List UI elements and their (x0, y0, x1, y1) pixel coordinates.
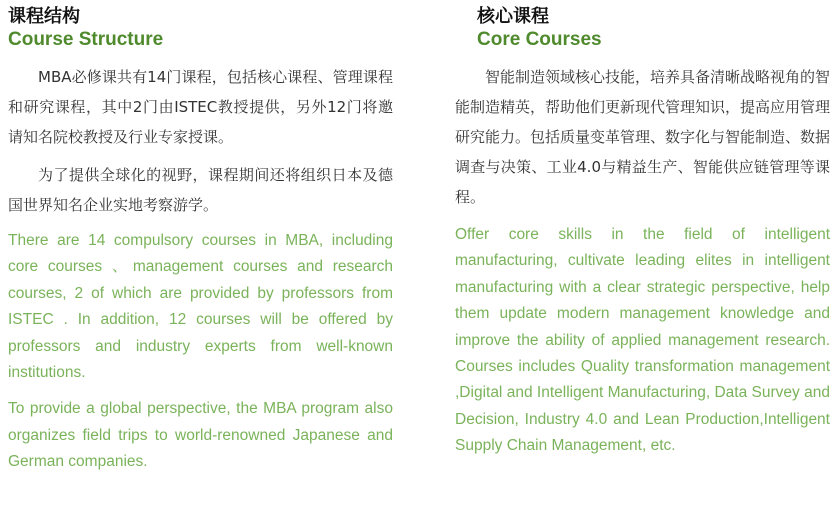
core-courses-section (455, 6, 830, 460)
core-courses-title-cn: 核心课程 (477, 6, 549, 27)
structure-cn-paragraph-2: 为了提供全球化的视野，课程期间还将组织日本及德国世界知名企业实地考察游学。 (8, 166, 393, 214)
core-courses-title-en: Core Courses (477, 29, 602, 50)
course-structure-title-en: Course Structure (8, 29, 164, 50)
course-structure-title-cn: 课程结构 (8, 6, 80, 27)
core-courses-heading (477, 6, 830, 52)
structure-en-paragraph-1: There are 14 compulsory courses in MBA, including core courses 、management courses and research courses, 2 of which are provided by professors from ISTEC . In addition, 12 courses will be offered by professors and industry experts from well-known institutions. (8, 232, 393, 382)
structure-cn-paragraph-1: MBA必修课共有14门课程，包括核心课程、管理课程和研究课程，其中2门由ISTEC教授提供，另外12门将邀请知名院校教授及行业专家授课。 (8, 68, 393, 146)
course-structure-section (8, 6, 393, 476)
structure-en-paragraph-2: To provide a global perspective, the MBA program also organizes field trips to world-renowned Japanese and German companies. (8, 400, 393, 471)
core-en-paragraph: Offer core skills in the field of intelligent manufacturing, cultivate leading elites in intelligent manufacturing with a clear strategic perspective, help them update modern management knowledge and improve the ability of applied management research. Courses includes Quality transformation management ,Digital and Intelligent Manufacturing, Data Survey and Decision, Industry 4.0 and Lean Production,Intelligent Supply Chain Management, etc. (455, 226, 830, 455)
core-cn-paragraph: 智能制造领域核心技能，培养具备清晰战略视角的智能制造精英，帮助他们更新现代管理知识，提高应用管理研究能力。包括质量变革管理、数字化与智能制造、数据调查与决策、工业4.0与精益生产、智能供应链管理等课程。 (455, 68, 831, 206)
